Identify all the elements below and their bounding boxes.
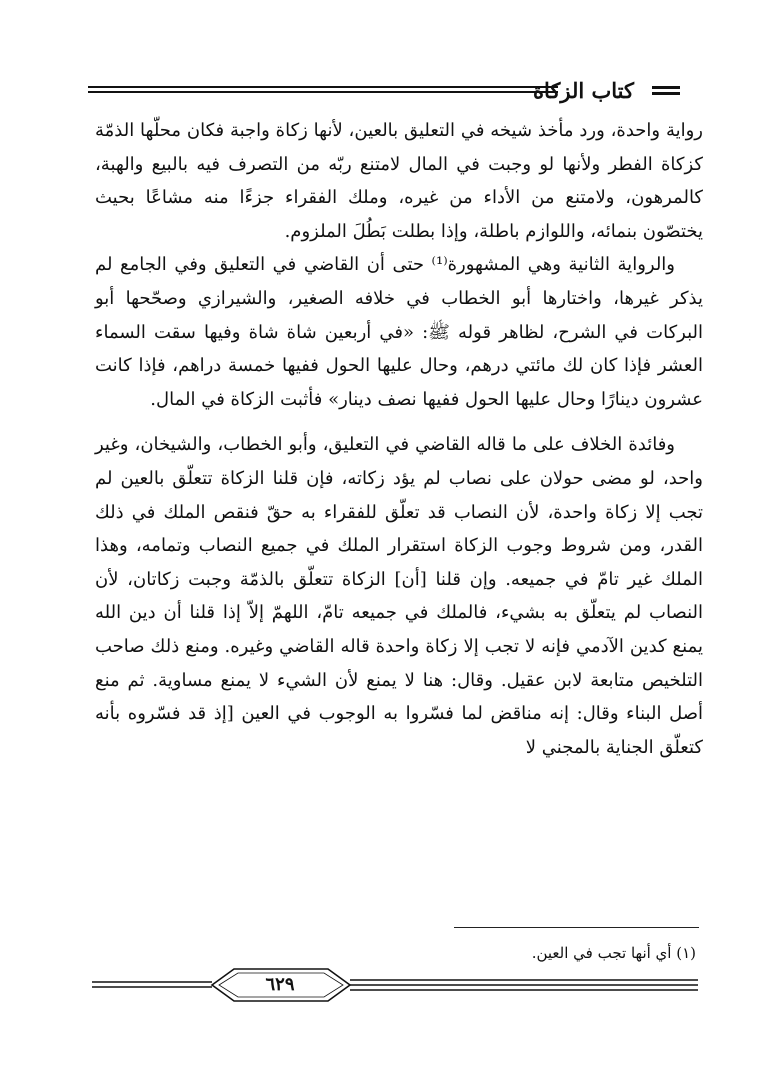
main-text bbox=[95, 114, 703, 764]
header-dash-ornament bbox=[652, 86, 680, 98]
page-footer bbox=[92, 963, 698, 1007]
running-title: كتاب الزكاة bbox=[532, 78, 634, 103]
footnote-separator bbox=[454, 927, 699, 928]
footnote: (١) أي أنها تجب في العين. bbox=[531, 944, 696, 962]
paragraph-3: وفائدة الخلاف على ما قاله القاضي في التعليق، وأبو الخطاب، والشيخان، وغير واحد، لو مضى حولان على نصاب لم يؤد زكاته، فإن قلنا الزكاة تتعلّق بالعين لم تجب إلا زكاة واحدة، لأن النصاب قد تعلّق للفقراء به حقّ فنقص الملك في ذلك القدر، ومن شروط وجوب الزكاة استقرار الملك في جميع النصاب وتمامه، وهذا الملك غير تامّ في جميعه. وإن قلنا [أن] الزكاة تتعلّق بالذمّة وجبت زكاتان، لأن النصاب لم يتعلّق به بشيء، فالملك في جميعه تامّ، اللهمّ إلاّ إذا قلنا أن دين الله يمنع كدين الآدمي فإنه لا تجب إلا زكاة واحدة قاله القاضي وغيره. ومنع ذلك صاحب التلخيص متابعة لابن عقيل. وقال: هنا لا يمنع لأن الشيء لا يمنع مساوية. ثم منع أصل البناء وقال: إنه مناقض لما فسّروا به الوجوب في العين [إذ قد فسّروه بأنه كتعلّق الجناية بالمجني لا bbox=[95, 434, 703, 758]
footer-ornament bbox=[92, 963, 698, 1007]
paragraph-1: رواية واحدة، ورد مأخذ شيخه في التعليق بالعين، لأنها زكاة واجبة فكان محلّها الذمّة كزكاة الفطر ولأنها لو وجبت في المال لامتنع ربّه من التصرف فيه بالبيع والهبة، كالمرهون، ولامتنع من الأداء من غيره، وملك الفقراء جزءًا منه مشاعًا بحيث يختصّون بنمائه، واللوازم باطلة، وإذا بطلت بَطُلَ الملزوم. bbox=[95, 120, 703, 242]
page-header bbox=[88, 74, 700, 108]
page-number: ٦٢٩ bbox=[265, 974, 295, 995]
header-rule-lines bbox=[88, 86, 558, 96]
paragraph-2: والرواية الثانية وهي المشهورة⁽¹⁾ حتى أن القاضي في التعليق وفي الجامع لم يذكر غيرها، واختارها أبو الخطاب في خلافه الصغير، والشيرازي وصحّحها أبو البركات في الشرح، لظاهر قوله ﷺ: «في أربعين شاة شاة وفيها سقت السماء العشر فإذا كان لك مائتي درهم، وحال عليها الحول ففيها خمسة دراهم، فإذا كانت عشرون دينارًا وحال عليها الحول ففيها نصف دينار» فأثبت الزكاة في المال. bbox=[95, 254, 703, 410]
